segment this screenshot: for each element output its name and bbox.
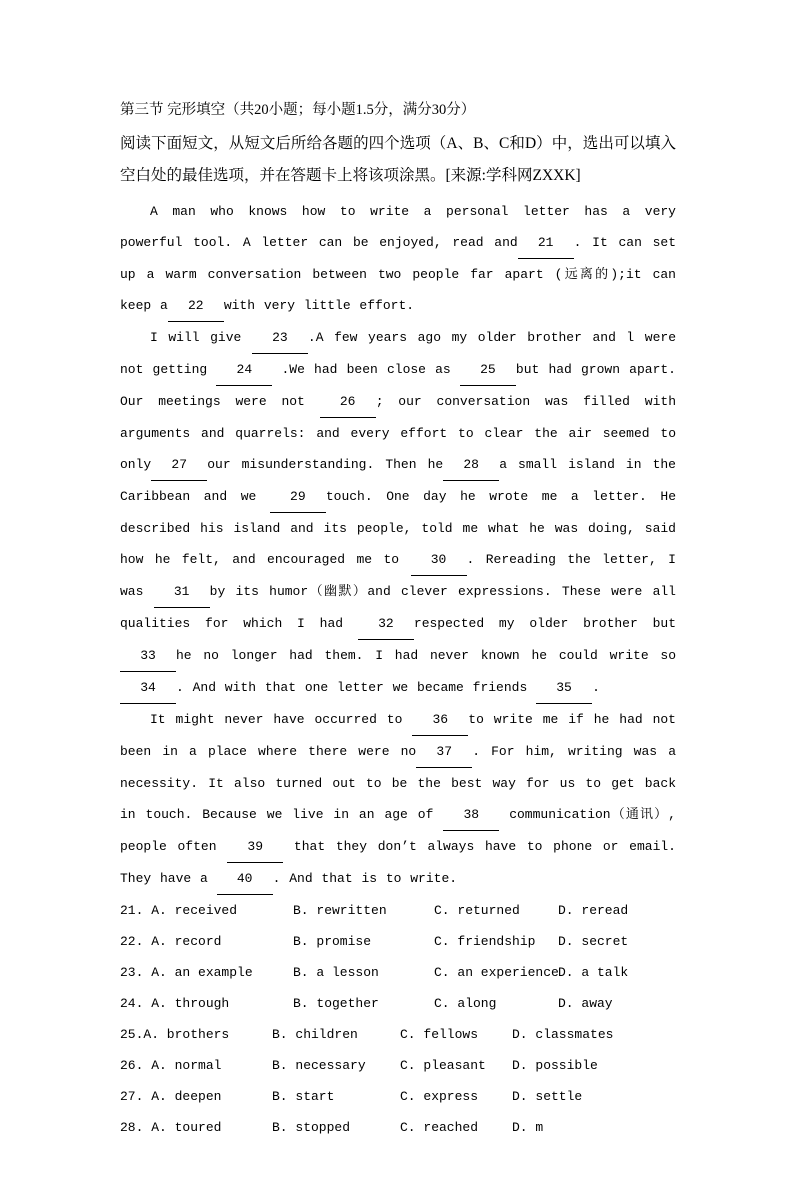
cloze-blank-22: 22 bbox=[168, 290, 224, 322]
option-cell: B. rewritten bbox=[293, 903, 387, 918]
cloze-blank-27: 27 bbox=[151, 449, 207, 481]
cloze-blank-37: 37 bbox=[416, 736, 472, 768]
question-row-27 bbox=[120, 1081, 676, 1112]
option-cell: B. together bbox=[293, 996, 379, 1011]
cloze-blank-40: 40 bbox=[217, 863, 273, 895]
option-cell: D. secret bbox=[558, 934, 629, 949]
cloze-blank-39: 39 bbox=[227, 831, 283, 863]
passage-paragraph: A man who knows how to write a personal letter has a very powerful tool. A letter can be enjoyed, read and 21 . It can set up a warm conversation between two people far apart (远离的);it can keep a 22 with very little effort. bbox=[120, 196, 676, 322]
option-cell: B. children bbox=[272, 1027, 358, 1042]
option-cell: C. fellows bbox=[400, 1027, 479, 1042]
cloze-blank-30: 30 bbox=[411, 544, 467, 576]
option-cell: D. possible bbox=[512, 1058, 598, 1073]
cloze-blank-35: 35 bbox=[536, 672, 592, 704]
cloze-blank-32: 32 bbox=[358, 608, 414, 640]
option-cell: 26. A. normal bbox=[120, 1058, 222, 1073]
passage-paragraph: It might never have occurred to 36 to write me if he had not been in a place where there were no 37 . For him, writing was a necessity. It also turned out to be the best way for us to get back in touch. Because we live in an age of 38 communication（通讯）, people often 39 that they don’t always have to phone or email. They have a 40 . And that is to write. bbox=[120, 704, 676, 895]
cloze-blank-28: 28 bbox=[443, 449, 499, 481]
option-cell: C. friendship bbox=[434, 934, 536, 949]
question-row-24 bbox=[120, 988, 676, 1019]
option-cell: B. a lesson bbox=[293, 965, 379, 980]
option-cell: C. along bbox=[434, 996, 497, 1011]
option-cell: D. classmates bbox=[512, 1027, 614, 1042]
option-cell: D. away bbox=[558, 996, 613, 1011]
option-cell: 23. A. an example bbox=[120, 965, 253, 980]
option-cell: C. returned bbox=[434, 903, 520, 918]
cloze-blank-26: 26 bbox=[320, 386, 376, 418]
passage bbox=[120, 196, 676, 895]
option-cell: B. start bbox=[272, 1089, 335, 1104]
option-cell: 27. A. deepen bbox=[120, 1089, 222, 1104]
option-cell: 24. A. through bbox=[120, 996, 230, 1011]
option-cell: B. promise bbox=[293, 934, 372, 949]
question-row-22 bbox=[120, 926, 676, 957]
section-title: 第三节 完形填空（共20小题；每小题1.5分，满分30分） bbox=[120, 102, 476, 118]
option-cell: D. settle bbox=[512, 1089, 583, 1104]
cloze-blank-36: 36 bbox=[412, 704, 468, 736]
option-cell: 21. A. received bbox=[120, 903, 238, 918]
cloze-blank-25: 25 bbox=[460, 354, 516, 386]
option-cell: C. an experience bbox=[434, 965, 559, 980]
question-row-25 bbox=[120, 1019, 676, 1050]
question-row-23 bbox=[120, 957, 676, 988]
cloze-blank-38: 38 bbox=[443, 799, 499, 831]
cloze-blank-29: 29 bbox=[270, 481, 326, 513]
passage-paragraph: I will give 23 .A few years ago my older brother and l were not getting 24 .We had been close as 25 but had grown apart. Our meetings were not 26 ; our conversation was filled with arguments and quarrels: and every effort to clear the air seemed to only 27 our misunderstanding. Then he 28 a small island in the Caribbean and we 29 touch. One day he wrote me a letter. He described his island and its people, told me what he was doing, said how he felt, and encouraged me to 30 . Rereading the letter, I was 31 by its humor（幽默）and clever expressions. These were all qualities for which I had 32 respected my older brother but 33 he no longer had them. I had never known he could write so34 . And with that one letter we became friends 35 . bbox=[120, 322, 676, 704]
option-cell: C. reached bbox=[400, 1120, 479, 1135]
instructions-text: 阅读下面短文，从短文后所给各题的四个选项（A、B、C和D）中，选出可以填入空白处的最佳选项，并在答题卡上将该项涂黑。[来源:学科网ZXXK] bbox=[120, 135, 676, 184]
option-cell: 25.A. brothers bbox=[120, 1027, 230, 1042]
option-cell: D. m bbox=[512, 1120, 544, 1135]
option-cell: B. stopped bbox=[272, 1120, 351, 1135]
cloze-blank-23: 23 bbox=[252, 322, 308, 354]
cloze-blank-31: 31 bbox=[154, 576, 210, 608]
question-row-21 bbox=[120, 895, 676, 926]
cloze-blank-34: 34 bbox=[120, 672, 176, 704]
question-list bbox=[120, 895, 676, 1143]
question-row-28 bbox=[120, 1112, 676, 1143]
option-cell: 28. A. toured bbox=[120, 1120, 222, 1135]
option-cell: 22. A. record bbox=[120, 934, 222, 949]
cloze-blank-33: 33 bbox=[120, 640, 176, 672]
option-cell: B. necessary bbox=[272, 1058, 366, 1073]
cloze-blank-24: 24 bbox=[216, 354, 272, 386]
option-cell: C. pleasant bbox=[400, 1058, 486, 1073]
cloze-blank-21: 21 bbox=[518, 227, 574, 259]
option-cell: D. reread bbox=[558, 903, 629, 918]
option-cell: D. a talk bbox=[558, 965, 629, 980]
question-row-26 bbox=[120, 1050, 676, 1081]
option-cell: C. express bbox=[400, 1089, 479, 1104]
